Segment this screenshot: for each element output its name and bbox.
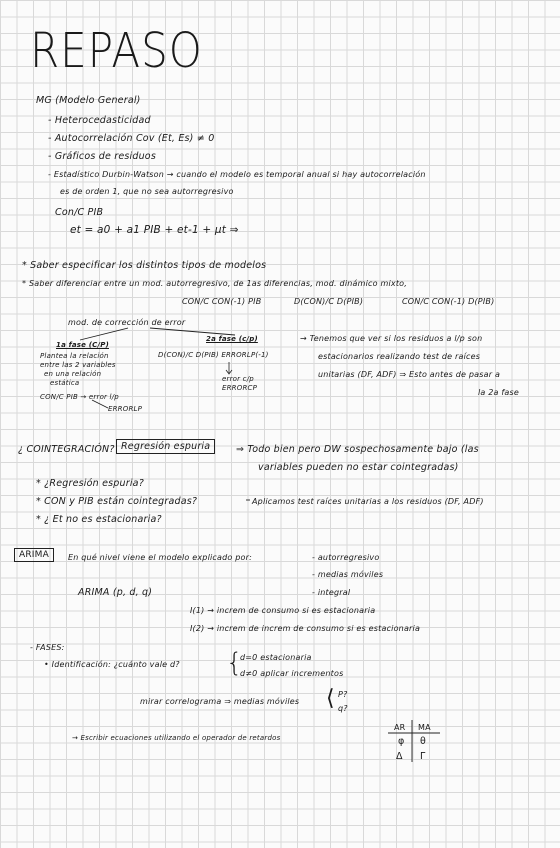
ma-symbol-2: Γ [420,751,426,762]
mg-item: es de orden 1, que no sea autorregresivo [60,187,234,196]
arima-i2: I(2) → increm de increm de consumo si es estacionaria [190,624,421,633]
coint-bullet: * CON y PIB están cointegradas? [36,496,198,507]
arrow-line [92,400,108,408]
arima-list-item: - medias móviles [312,570,384,579]
fase1-desc: en una relación [44,370,102,378]
d-nonzero: d≠0 aplicar incrementos [240,669,344,678]
saber-line: * Saber diferenciar entre un mod. autorregresivo, de 1as diferencias, mod. dinámico mixto, [22,279,407,288]
ar-symbol: φ [398,736,405,747]
brace-icon: { [226,648,243,678]
fases-heading: - FASES: [30,643,65,652]
model-autoregresivo: CON/C CON(-1) PIB [182,297,262,306]
fase1-desc: Plantea la relación [40,352,109,360]
mg-item: - Estadístico Durbin-Watson → cuando el modelo es temporal anual si hay autocorrelación [48,170,426,179]
coint-bullet: * ¿ Et no es estacionaria? [36,514,162,525]
coint-bullet-note: Aplicamos test raíces unitarias a los residuos (DF, ADF) [252,497,484,506]
arima-list-item: - integral [312,588,351,597]
table-header-ma: MA [418,723,431,732]
fase1-desc: estática [50,379,80,387]
arima-list-item: - autorregresivo [312,553,380,562]
mg-item: - Autocorrelación Cov (Et, Es) ≠ 0 [48,133,215,144]
model-diferencias: D(CON)/C D(PIB) [294,297,364,306]
arima-i1: I(1) → increm de consumo si es estacionaria [190,606,376,615]
mg-eq-vars: Con/C PIB [55,207,104,218]
regresion-espuria-box: Regresión espuria [116,439,215,454]
fase2-error-name: ERRORCP [222,384,258,392]
identificacion: • Identificación: ¿cuánto vale d? [44,660,180,669]
page-title: REPASO [30,22,203,79]
d-zero: d=0 estacionaria [240,653,312,662]
tree-line [150,328,235,335]
fase1-model: CON/C PIB → error l/p [40,393,119,401]
ecm-heading: mod. de corrección de error [68,318,186,327]
coint-bullet: * ¿Regresión espuria? [36,478,144,489]
arima-form: ARIMA (p, d, q) [78,587,153,598]
saber-line: * Saber especificar los distintos tipos de modelos [22,260,267,271]
fase1-model-name: ERRORLP [108,405,143,413]
mg-item: - Gráficos de residuos [48,151,156,162]
coint-result: ⇒ Todo bien pero DW sospechosamente bajo (las [236,444,479,455]
arima-box: ARIMA [14,548,54,562]
mg-item: - Heterocedasticidad [48,115,151,126]
coint-question: ¿ COINTEGRACIÓN? [18,444,115,455]
mg-heading: MG (Modelo General) [36,95,141,106]
ar-symbol-2: Δ [396,751,403,762]
fase1-desc: entre las 2 variables [40,361,116,369]
ecm-note: estacionarios realizando test de raíces [318,352,481,361]
model-dinamico: CON/C CON(-1) D(PIB) [402,297,495,306]
fase2-model: D(CON)/C D(PIB) ERRORLP(-1) [158,351,269,359]
coint-result: variables pueden no estar cointegradas) [258,462,459,473]
ecm-note: la 2a fase [478,388,520,397]
p-question: P? [338,690,348,699]
mg-equation: et = a0 + a1 PIB + et-1 + μt ⇒ [70,224,239,236]
fase2-label: 2a fase (c/p) [206,335,258,343]
fase2-error: error c/p [222,375,254,383]
q-question: q? [338,704,348,713]
arima-question: En qué nivel viene el modelo explicado por: [68,553,252,562]
ecm-note: unitarias (DF, ADF) ⇒ Esto antes de pasar a [318,370,501,379]
ecm-note: → Tenemos que ver si los residuos a l/p son [300,334,483,343]
fase1-label: 1a fase (C/P) [56,341,109,349]
correlograma: mirar correlograma ⇒ medias móviles [140,697,300,706]
tree-line [80,328,128,340]
angle-icon: ⟨ [326,686,335,711]
table-header-ar: AR [394,723,406,732]
ma-symbol: θ [420,736,427,747]
escribir-ecuaciones: → Escribir ecuaciones utilizando el operador de retardos [72,734,281,742]
